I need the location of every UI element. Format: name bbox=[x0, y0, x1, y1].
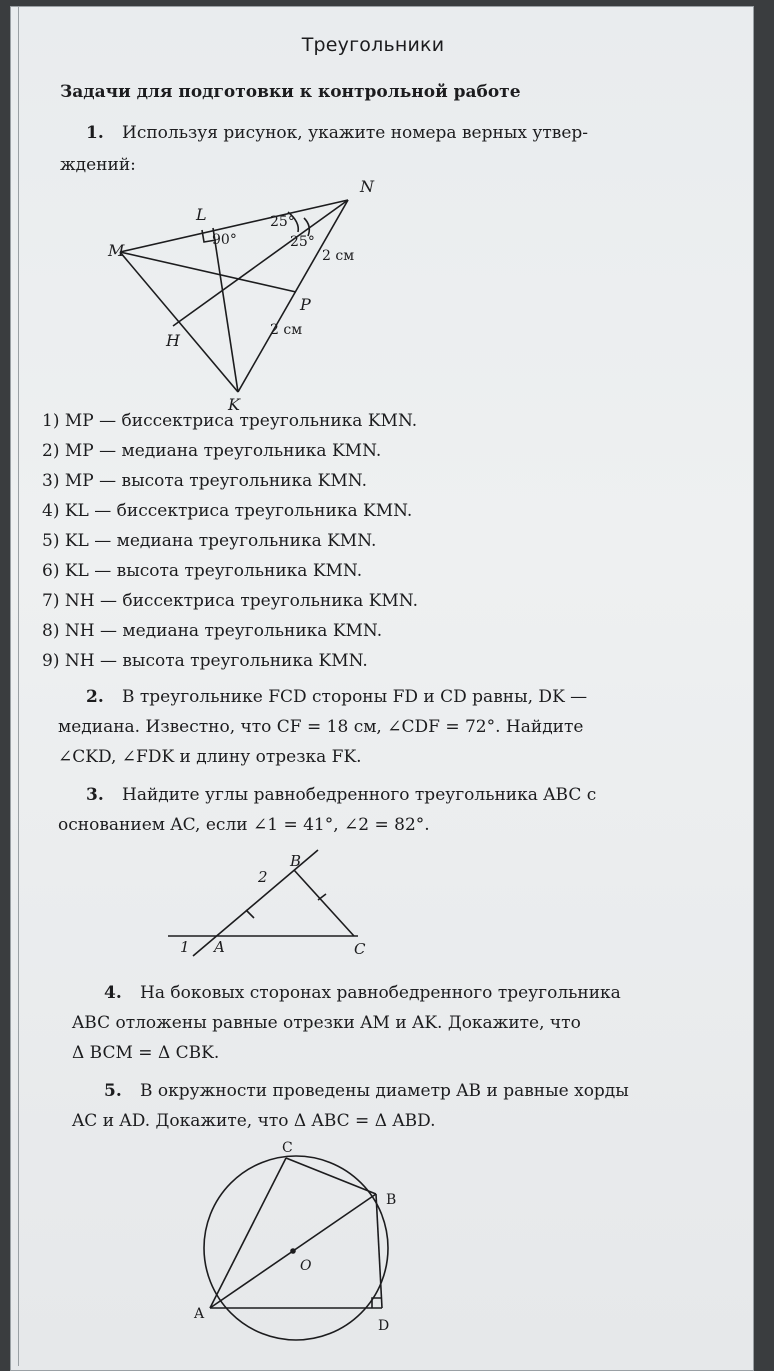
task1-text-line2: ждений: bbox=[60, 155, 136, 175]
label-A: A bbox=[214, 938, 225, 956]
label-K: K bbox=[228, 395, 240, 414]
task5-line2: AC и AD. Докажите, что Δ ABC = Δ ABD. bbox=[72, 1111, 436, 1131]
statement-6: 6) KL — высота треугольника KMN. bbox=[42, 561, 363, 581]
chord-AC bbox=[210, 1158, 286, 1308]
task5-number: 5. bbox=[104, 1081, 122, 1101]
statement-9: 9) NH — высота треугольника KMN. bbox=[42, 651, 368, 671]
label-angle-2: 2 bbox=[258, 868, 268, 886]
label-B: B bbox=[386, 1192, 397, 1208]
label-H: H bbox=[166, 331, 180, 350]
angle-25a-label: 25° bbox=[270, 214, 295, 230]
tick-mark-AB bbox=[246, 910, 254, 918]
task1-triangle-figure bbox=[78, 170, 398, 414]
worksheet-page bbox=[28, 20, 748, 1360]
task3-line1: Найдите углы равнобедренного треугольника ABC с bbox=[122, 785, 597, 805]
statement-1: 1) MP — биссектриса треугольника KMN. bbox=[42, 411, 418, 431]
task2-line2: медиана. Известно, что CF = 18 см, ∠CDF = 72°. Найдите bbox=[58, 717, 584, 737]
label-C: C bbox=[282, 1140, 293, 1156]
task3-line2: основанием AC, если ∠1 = 41°, ∠2 = 82°. bbox=[58, 815, 430, 835]
label-A: A bbox=[194, 1306, 205, 1322]
task1-statements-list bbox=[42, 406, 418, 676]
label-L: L bbox=[196, 205, 207, 224]
statement-4: 4) KL — биссектриса треугольника KMN. bbox=[42, 501, 413, 521]
label-B: B bbox=[290, 852, 302, 870]
label-angle-1: 1 bbox=[180, 938, 190, 956]
page-title: Треугольники bbox=[301, 34, 445, 56]
task5-line1: В окружности проведены диаметр AB и равные хорды bbox=[140, 1081, 629, 1101]
statement-5: 5) KL — медиана треугольника KMN. bbox=[42, 531, 377, 551]
task4-number: 4. bbox=[104, 983, 122, 1003]
task5-circle-figure bbox=[188, 1140, 418, 1350]
statement-7: 7) NH — биссектриса треугольника KMN. bbox=[42, 591, 419, 611]
task3-number: 3. bbox=[86, 785, 104, 805]
statement-3: 3) MP — высота треугольника KMN. bbox=[42, 471, 367, 491]
task2-line3: ∠CKD, ∠FDK и длину отрезка FK. bbox=[58, 747, 362, 767]
task4-line1: На боковых сторонах равнобедренного треугольника bbox=[140, 983, 621, 1003]
center-point-O bbox=[290, 1248, 296, 1254]
right-angle-mark-D bbox=[372, 1298, 382, 1308]
task2-number: 2. bbox=[86, 687, 104, 707]
task3-triangle-figure bbox=[158, 840, 388, 960]
statement-2: 2) MP — медиана треугольника KMN. bbox=[42, 441, 382, 461]
angle-90-label: 90° bbox=[212, 232, 237, 248]
segment-NP-length: 2 см bbox=[322, 248, 355, 264]
segment-MP bbox=[120, 252, 296, 292]
label-C: C bbox=[354, 940, 366, 958]
label-O: O bbox=[300, 1258, 312, 1274]
segment-PK-length: 2 см bbox=[270, 322, 303, 338]
label-N: N bbox=[360, 177, 374, 196]
statement-8: 8) NH — медиана треугольника KMN. bbox=[42, 621, 383, 641]
page-border-line bbox=[18, 6, 19, 1366]
segment-BC bbox=[294, 870, 354, 936]
task4-line2: ABC отложены равные отрезки AM и AK. Докажите, что bbox=[72, 1013, 581, 1033]
label-P: P bbox=[300, 295, 311, 314]
page-subtitle: Задачи для подготовки к контрольной работе bbox=[60, 82, 521, 102]
task4-line3: Δ BCM = Δ CBK. bbox=[72, 1043, 220, 1063]
task1-number: 1. bbox=[86, 123, 104, 143]
label-D: D bbox=[378, 1318, 390, 1334]
task1-text-line1: Используя рисунок, укажите номера верных утвер- bbox=[122, 123, 589, 143]
task2-line1: В треугольнике FCD стороны FD и CD равны, DK — bbox=[122, 687, 588, 707]
angle-25b-label: 25° bbox=[290, 234, 315, 250]
label-M: M bbox=[108, 241, 125, 260]
